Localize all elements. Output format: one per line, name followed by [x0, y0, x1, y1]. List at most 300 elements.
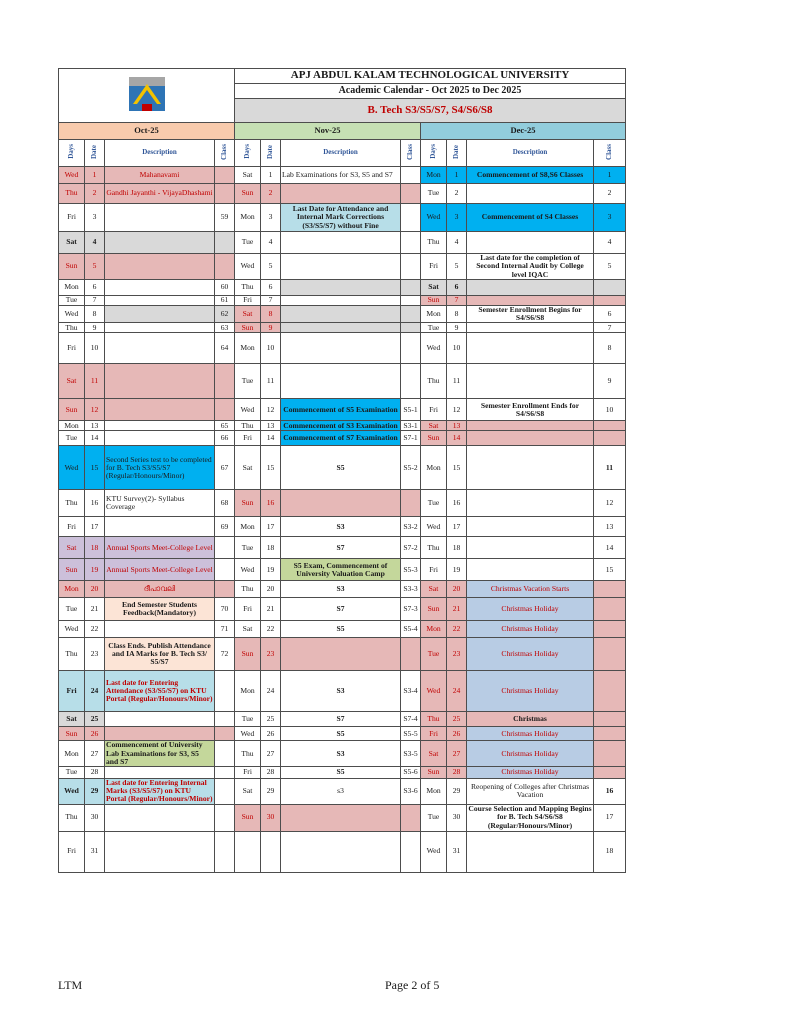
dec-date-cell: 7	[447, 296, 467, 306]
oct-day-cell: Sun	[59, 254, 85, 280]
nov-description-cell: Last Date for Attendance and Internal Mark Corrections (S3/S5/S7) without Fine	[281, 204, 401, 232]
nov-description-cell: Commencement of S7 Examination	[281, 431, 401, 446]
oct-class-cell: 63	[215, 323, 235, 333]
oct-date-cell: 21	[85, 598, 105, 621]
calendar-row	[59, 232, 626, 254]
dec-class-cell: 2	[594, 184, 626, 204]
col-description: Description	[105, 140, 215, 167]
calendar-row	[59, 296, 626, 306]
nov-description-cell	[281, 333, 401, 364]
oct-class-cell	[215, 581, 235, 598]
calendar-row	[59, 280, 626, 296]
dec-day-cell: Sat	[421, 581, 447, 598]
nov-description-cell	[281, 280, 401, 296]
oct-day-cell: Wed	[59, 778, 85, 804]
calendar-row	[59, 431, 626, 446]
nov-date-cell: 17	[261, 517, 281, 537]
oct-date-cell: 8	[85, 306, 105, 323]
dec-day-cell: Tue	[421, 490, 447, 517]
dec-class-cell: 8	[594, 333, 626, 364]
oct-day-cell: Fri	[59, 204, 85, 232]
dec-class-cell: 9	[594, 364, 626, 399]
dec-description-cell: Commencement of S8,S6 Classes	[467, 167, 594, 184]
calendar-row	[59, 766, 626, 778]
dec-class-cell	[594, 671, 626, 712]
oct-class-cell	[215, 559, 235, 581]
dec-description-cell	[467, 184, 594, 204]
nov-date-cell: 5	[261, 254, 281, 280]
dec-class-cell: 4	[594, 232, 626, 254]
dec-description-cell: Christmas Holiday	[467, 598, 594, 621]
nov-class-cell	[401, 364, 421, 399]
nov-class-cell: S7-4	[401, 712, 421, 727]
nov-class-cell	[401, 232, 421, 254]
oct-description-cell: KTU Survey(2)- Syllabus Coverage	[105, 490, 215, 517]
dec-date-cell: 2	[447, 184, 467, 204]
oct-description-cell: Mahanavami	[105, 167, 215, 184]
oct-class-cell: 71	[215, 621, 235, 638]
nov-description-cell: S5	[281, 621, 401, 638]
oct-class-cell	[215, 232, 235, 254]
dec-class-cell: 13	[594, 517, 626, 537]
oct-description-cell	[105, 727, 215, 741]
nov-day-cell: Wed	[235, 254, 261, 280]
oct-date-cell: 5	[85, 254, 105, 280]
oct-description-cell	[105, 323, 215, 333]
dec-class-cell: 11	[594, 446, 626, 490]
dec-date-cell: 23	[447, 638, 467, 671]
nov-day-cell: Sat	[235, 306, 261, 323]
dec-class-cell	[594, 621, 626, 638]
dec-date-cell: 21	[447, 598, 467, 621]
nov-description-cell	[281, 323, 401, 333]
nov-day-cell: Tue	[235, 232, 261, 254]
nov-class-cell: S5-6	[401, 766, 421, 778]
calendar-row	[59, 559, 626, 581]
dec-description-cell	[467, 490, 594, 517]
calendar-row	[59, 831, 626, 872]
nov-description-cell	[281, 364, 401, 399]
nov-description-cell: S5 Exam, Commencement of University Valuation Camp	[281, 559, 401, 581]
col-class: Class	[594, 140, 626, 167]
nov-class-cell	[401, 184, 421, 204]
oct-date-cell: 19	[85, 559, 105, 581]
nov-description-cell: S3	[281, 581, 401, 598]
oct-description-cell: Last date for Entering Attendance (S3/S5/S7) on KTU Portal (Regular/Honours/Minor)	[105, 671, 215, 712]
nov-date-cell: 20	[261, 581, 281, 598]
dec-description-cell	[467, 446, 594, 490]
oct-class-cell: 59	[215, 204, 235, 232]
dec-description-cell: Christmas Holiday	[467, 638, 594, 671]
academic-calendar-table	[58, 68, 626, 873]
nov-day-cell: Sun	[235, 804, 261, 831]
nov-description-cell: s3	[281, 778, 401, 804]
oct-class-cell	[215, 804, 235, 831]
nov-date-cell: 11	[261, 364, 281, 399]
dec-day-cell: Mon	[421, 621, 447, 638]
dec-day-cell: Mon	[421, 306, 447, 323]
col-description: Description	[467, 140, 594, 167]
nov-description-cell: S5	[281, 446, 401, 490]
dec-day-cell: Sun	[421, 598, 447, 621]
nov-class-cell: S7-1	[401, 431, 421, 446]
oct-description-cell: Last date for Entering Internal Marks (S3/S5/S7) on KTU Portal (Regular/Honours/Minor)	[106, 778, 213, 804]
oct-description-cell: Commencement of University Lab Examinations for S3, S5 and S7	[105, 741, 215, 767]
nov-date-cell: 10	[261, 333, 281, 364]
oct-day-cell: Mon	[59, 280, 85, 296]
nov-day-cell: Thu	[235, 741, 261, 767]
oct-day-cell: Thu	[59, 184, 85, 204]
oct-date-cell: 16	[85, 490, 105, 517]
oct-class-cell: 68	[215, 490, 235, 517]
oct-description-cell	[105, 804, 215, 831]
calendar-row	[59, 621, 626, 638]
oct-date-cell: 11	[85, 364, 105, 399]
oct-description-cell	[105, 232, 215, 254]
oct-description-cell	[105, 766, 215, 778]
nov-description-cell	[281, 638, 401, 671]
dec-date-cell: 16	[447, 490, 467, 517]
calendar-row	[59, 399, 626, 421]
dec-description-cell: Christmas	[467, 712, 594, 727]
dec-date-cell: 5	[447, 254, 467, 280]
dec-day-cell: Sat	[421, 421, 447, 431]
oct-day-cell: Tue	[59, 766, 85, 778]
dec-date-cell: 30	[447, 804, 467, 831]
oct-class-cell: 61	[215, 296, 235, 306]
dec-description-cell	[467, 421, 594, 431]
dec-class-cell	[594, 766, 626, 778]
calendar-row	[59, 517, 626, 537]
nov-description-cell	[281, 296, 401, 306]
oct-class-cell	[215, 766, 235, 778]
oct-date-cell: 30	[85, 804, 105, 831]
dec-date-cell: 14	[447, 431, 467, 446]
oct-description-cell: Class Ends. Publish Attendance and IA Marks for B. Tech S3/ S5/S7	[105, 638, 215, 671]
oct-date-cell: 25	[85, 712, 105, 727]
dec-date-cell: 20	[447, 581, 467, 598]
oct-date-cell: 9	[85, 323, 105, 333]
nov-date-cell: 3	[261, 204, 281, 232]
dec-day-cell: Wed	[421, 333, 447, 364]
nov-class-cell	[401, 254, 421, 280]
nov-date-cell: 18	[261, 537, 281, 559]
dec-description-cell	[467, 280, 594, 296]
dec-class-cell: 12	[594, 490, 626, 517]
dec-description-cell: Christmas Holiday	[467, 621, 594, 638]
nov-date-cell	[261, 831, 281, 872]
oct-day-cell: Fri	[59, 671, 85, 712]
dec-date-cell: 1	[447, 167, 467, 184]
calendar-row	[59, 671, 626, 712]
dec-description-cell: Christmas Holiday	[467, 766, 594, 778]
nov-class-cell: S5-4	[401, 621, 421, 638]
oct-class-cell: 69	[215, 517, 235, 537]
calendar-row	[59, 446, 626, 490]
dec-date-cell: 10	[447, 333, 467, 364]
dec-day-cell: Mon	[421, 167, 447, 184]
oct-day-cell: Sat	[59, 537, 85, 559]
nov-description-cell: S7	[281, 598, 401, 621]
nov-class-cell	[401, 280, 421, 296]
oct-day-cell: Wed	[59, 621, 85, 638]
calendar-row	[59, 323, 626, 333]
dec-day-cell: Tue	[421, 804, 447, 831]
nov-date-cell: 21	[261, 598, 281, 621]
nov-class-cell: S7-2	[401, 537, 421, 559]
nov-class-cell	[401, 638, 421, 671]
col-date: Date	[447, 140, 467, 167]
nov-day-cell: Wed	[235, 399, 261, 421]
nov-class-cell: S3-1	[401, 421, 421, 431]
dec-day-cell: Sun	[421, 296, 447, 306]
nov-date-cell: 19	[261, 559, 281, 581]
nov-description-cell	[281, 831, 401, 872]
dec-date-cell: 9	[447, 323, 467, 333]
dec-date-cell: 6	[447, 280, 467, 296]
oct-class-cell	[215, 399, 235, 421]
oct-description-cell: ദീപാവലി	[105, 581, 215, 598]
nov-class-cell: S3-5	[401, 741, 421, 767]
oct-day-cell: Sat	[59, 364, 85, 399]
calendar-row	[59, 167, 626, 184]
nov-day-cell: Mon	[235, 671, 261, 712]
nov-day-cell: Mon	[235, 333, 261, 364]
nov-description-cell	[281, 254, 401, 280]
dec-day-cell: Wed	[421, 204, 447, 232]
nov-description-cell: Commencement of S3 Examination	[281, 421, 401, 431]
dec-class-cell: 1	[594, 167, 626, 184]
oct-description-cell	[105, 254, 215, 280]
nov-day-cell: Fri	[235, 431, 261, 446]
nov-date-cell: 8	[261, 306, 281, 323]
dec-description-cell: Reopening of Colleges after Christmas Vacation	[467, 778, 594, 804]
nov-date-cell: 12	[261, 399, 281, 421]
dec-day-cell: Tue	[421, 323, 447, 333]
oct-class-cell	[215, 254, 235, 280]
calendar-row	[59, 204, 626, 232]
calendar-title: Academic Calendar - Oct 2025 to Dec 2025	[235, 84, 626, 99]
dec-date-cell: 12	[447, 399, 467, 421]
dec-class-cell	[594, 431, 626, 446]
oct-date-cell: 31	[85, 831, 105, 872]
oct-class-cell	[215, 537, 235, 559]
oct-description-cell	[105, 306, 215, 323]
oct-date-cell: 22	[85, 621, 105, 638]
dec-date-cell: 26	[447, 727, 467, 741]
nov-class-cell: S3-6	[401, 778, 421, 804]
nov-class-cell: S7-3	[401, 598, 421, 621]
oct-class-cell	[215, 364, 235, 399]
dec-class-cell: 10	[594, 399, 626, 421]
dec-date-cell: 4	[447, 232, 467, 254]
page-number: Page 2 of 5	[385, 978, 440, 992]
oct-class-cell: 72	[215, 638, 235, 671]
oct-class-cell: 60	[215, 280, 235, 296]
dec-description-cell: Christmas Vacation Starts	[467, 581, 594, 598]
dec-day-cell: Thu	[421, 537, 447, 559]
oct-date-cell: 13	[85, 421, 105, 431]
calendar-row	[59, 306, 626, 323]
oct-day-cell: Tue	[59, 598, 85, 621]
dec-date-cell: 27	[447, 741, 467, 767]
nov-date-cell: 2	[261, 184, 281, 204]
nov-day-cell: Wed	[235, 727, 261, 741]
oct-class-cell	[215, 831, 235, 872]
nov-day-cell: Tue	[235, 712, 261, 727]
dec-day-cell: Thu	[421, 712, 447, 727]
oct-description-cell	[105, 831, 215, 872]
dec-class-cell: 7	[594, 323, 626, 333]
oct-date-cell: 2	[85, 184, 105, 204]
oct-date-cell: 18	[85, 537, 105, 559]
dec-description-cell	[467, 232, 594, 254]
dec-date-cell: 31	[447, 831, 467, 872]
dec-day-cell: Fri	[421, 727, 447, 741]
nov-date-cell: 15	[261, 446, 281, 490]
nov-day-cell: Fri	[235, 598, 261, 621]
oct-description-cell	[105, 296, 215, 306]
nov-date-cell: 13	[261, 421, 281, 431]
col-date: Date	[85, 140, 105, 167]
nov-date-cell: 28	[261, 766, 281, 778]
nov-date-cell: 7	[261, 296, 281, 306]
month-dec: Dec-25	[421, 123, 626, 140]
nov-class-cell	[401, 167, 421, 184]
university-logo	[127, 74, 167, 114]
nov-description-cell: S7	[281, 537, 401, 559]
oct-date-cell: 15	[85, 446, 105, 490]
programme-title: B. Tech S3/S5/S7, S4/S6/S8	[235, 99, 626, 123]
dec-class-cell	[594, 727, 626, 741]
nov-description-cell	[281, 306, 401, 323]
oct-day-cell: Fri	[59, 333, 85, 364]
dec-description-cell: Christmas Holiday	[467, 727, 594, 741]
calendar-row	[59, 804, 626, 831]
dec-class-cell: 6	[594, 306, 626, 323]
calendar-row	[59, 712, 626, 727]
dec-day-cell: Mon	[421, 446, 447, 490]
oct-day-cell: Thu	[59, 490, 85, 517]
nov-class-cell	[401, 804, 421, 831]
oct-date-cell: 29	[85, 778, 105, 804]
dec-description-cell: Course Selection and Mapping Begins for B. Tech S4/S6/S8 (Regular/Honours/Minor)	[468, 804, 592, 830]
nov-date-cell: 22	[261, 621, 281, 638]
calendar-row	[59, 490, 626, 517]
oct-day-cell: Mon	[59, 581, 85, 598]
nov-class-cell	[401, 333, 421, 364]
dec-class-cell	[594, 581, 626, 598]
dec-class-cell	[594, 280, 626, 296]
dec-date-cell: 25	[447, 712, 467, 727]
oct-day-cell: Sat	[59, 232, 85, 254]
oct-day-cell: Wed	[59, 167, 85, 184]
dec-description-cell: Semester Enrollment Ends for S4/S6/S8	[467, 399, 594, 421]
oct-date-cell: 10	[85, 333, 105, 364]
dec-day-cell: Wed	[421, 671, 447, 712]
oct-description-cell	[105, 333, 215, 364]
dec-class-cell: 5	[594, 254, 626, 280]
dec-day-cell: Fri	[421, 254, 447, 280]
calendar-row	[59, 727, 626, 741]
calendar-row	[59, 741, 626, 767]
dec-date-cell: 24	[447, 671, 467, 712]
footer-left: LTM	[58, 978, 83, 992]
nov-date-cell: 29	[261, 778, 281, 804]
nov-date-cell: 23	[261, 638, 281, 671]
oct-class-cell	[215, 167, 235, 184]
dec-description-cell: Christmas Holiday	[467, 741, 594, 767]
dec-class-cell	[594, 741, 626, 767]
oct-date-cell: 14	[85, 431, 105, 446]
dec-day-cell: Thu	[421, 364, 447, 399]
dec-description-cell	[467, 517, 594, 537]
oct-date-cell: 7	[85, 296, 105, 306]
dec-description-cell	[467, 559, 594, 581]
oct-day-cell: Sat	[59, 712, 85, 727]
oct-date-cell: 26	[85, 727, 105, 741]
nov-day-cell: Sat	[235, 621, 261, 638]
dec-class-cell: 16	[594, 778, 626, 804]
oct-description-cell	[105, 621, 215, 638]
nov-date-cell: 6	[261, 280, 281, 296]
dec-day-cell: Mon	[421, 778, 447, 804]
dec-date-cell: 18	[447, 537, 467, 559]
nov-class-cell: S5-5	[401, 727, 421, 741]
calendar-row	[59, 581, 626, 598]
nov-date-cell: 24	[261, 671, 281, 712]
col-days: Days	[421, 140, 447, 167]
nov-date-cell: 25	[261, 712, 281, 727]
nov-class-cell: S3-3	[401, 581, 421, 598]
oct-day-cell: Mon	[59, 741, 85, 767]
col-class: Class	[401, 140, 421, 167]
nov-day-cell: Tue	[235, 364, 261, 399]
nov-description-cell: S5	[281, 766, 401, 778]
dec-class-cell	[594, 598, 626, 621]
nov-class-cell: S3-2	[401, 517, 421, 537]
oct-description-cell	[105, 399, 215, 421]
dec-description-cell	[467, 537, 594, 559]
nov-description-cell: S3	[281, 741, 401, 767]
calendar-row	[59, 184, 626, 204]
oct-date-cell: 24	[85, 671, 105, 712]
dec-description-cell	[467, 364, 594, 399]
calendar-row	[59, 537, 626, 559]
nov-description-cell: S7	[281, 712, 401, 727]
dec-description-cell: Last date for the completion of Second Internal Audit by College level IQAC	[467, 254, 594, 280]
dec-description-cell	[467, 323, 594, 333]
dec-day-cell: Sat	[421, 741, 447, 767]
university-logo-cell	[59, 69, 235, 123]
oct-description-cell: Second Series test to be completed for B. Tech S3/S5/S7 (Regular/Honours/Minor)	[105, 446, 215, 490]
nov-date-cell: 9	[261, 323, 281, 333]
nov-description-cell: S3	[281, 517, 401, 537]
nov-day-cell: Tue	[235, 537, 261, 559]
dec-description-cell	[467, 296, 594, 306]
nov-date-cell: 4	[261, 232, 281, 254]
month-oct: Oct-25	[59, 123, 235, 140]
oct-date-cell: 3	[85, 204, 105, 232]
dec-day-cell: Tue	[421, 184, 447, 204]
calendar-row	[59, 778, 626, 804]
dec-day-cell: Fri	[421, 559, 447, 581]
nov-day-cell: Sat	[235, 778, 261, 804]
dec-class-cell	[594, 296, 626, 306]
dec-day-cell: Fri	[421, 399, 447, 421]
nov-description-cell: S3	[281, 671, 401, 712]
oct-class-cell	[215, 671, 235, 712]
